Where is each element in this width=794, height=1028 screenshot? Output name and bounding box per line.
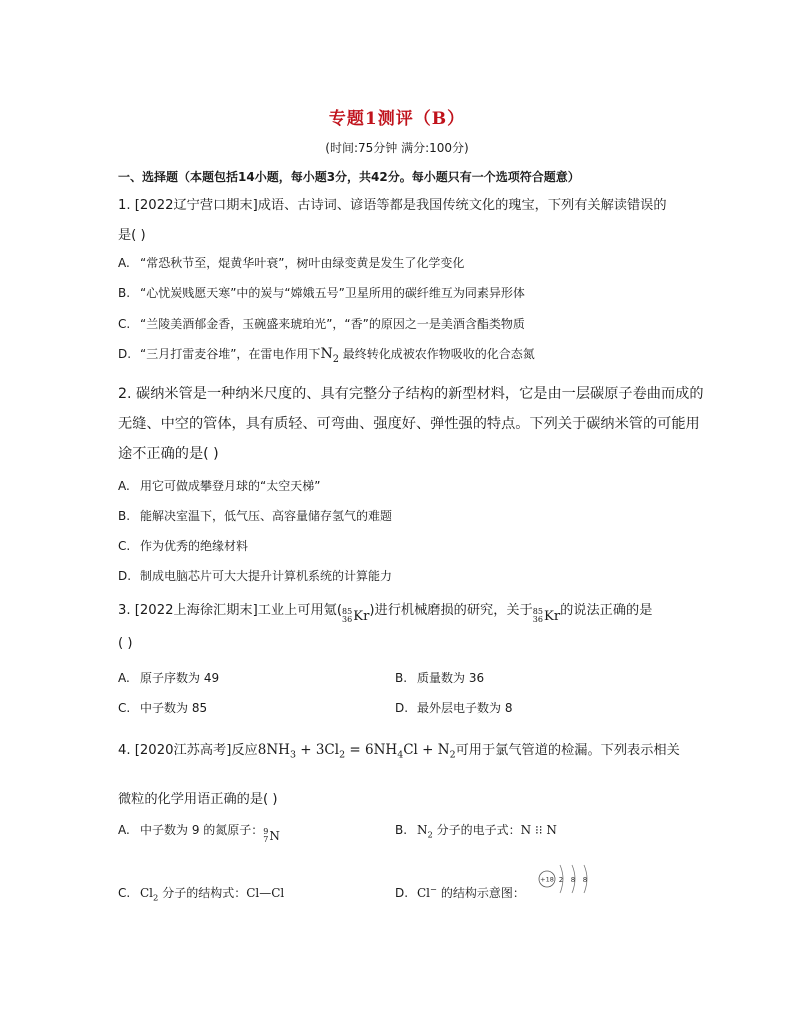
q3-option-b: B. 质量数为 36 — [395, 671, 485, 685]
q1-option-c: C. “兰陵美酒郁金香，玉碗盛来琥珀光”，“香”的原因之一是美酒含酯类物质 — [118, 317, 525, 331]
q2-stem-line1: 2. 碳纳米管是一种纳米尺度的、具有完整分子结构的新型材料，它是由一层碳原子卷曲而成的 — [118, 386, 704, 402]
q2-option-c: C. 作为优秀的绝缘材料 — [118, 539, 249, 553]
krypton-isotope-symbol-2: 85 36 Kr — [532, 607, 561, 624]
q3-stem-line2: ( ) — [118, 636, 133, 651]
krypton-isotope-symbol: 85 36 Kr — [342, 607, 370, 624]
exam-info: (时间:75分钟 满分:100分) — [325, 141, 469, 155]
q2-option-a: A. 用它可做成攀登月球的“太空天梯” — [118, 479, 321, 493]
page-title: 专题1测评（B） — [328, 109, 466, 129]
q4-stem-line2: 微粒的化学用语正确的是( ) — [118, 792, 278, 807]
q4-option-d: D. Cl− 的结构示意图： — [395, 884, 525, 900]
q2-option-d: D. 制成电脑芯片可大大提升计算机系统的计算能力 — [118, 569, 393, 583]
q3-option-d: D. 最外层电子数为 8 — [395, 701, 513, 715]
q4-stem-line1: 4. [2020江苏高考]反应$8NH_3 + 3Cl_2 = 6NH_4Cl + N_2$可用于氯气管道的检漏。下列表示相关 — [118, 742, 680, 761]
nucleus-charge: +18 — [540, 875, 554, 884]
q1-option-d: D. “三月打雷麦谷堆”，在雷电作用下$N_2$ 最终转化成被农作物吸收的化合态氮 — [118, 346, 535, 365]
shell-2-electrons: 8 — [570, 876, 576, 884]
shell-1-electrons: 2 — [558, 876, 564, 884]
q4-option-b: B. $N_2$ 分子的电子式：N ⁝⁝ N — [395, 823, 557, 840]
q3-option-c: C. 中子数为 85 — [118, 701, 208, 715]
q1-stem-line2: 是( ) — [118, 228, 146, 243]
q4-option-a: A. 中子数为 9 的氮原子： 9 7 N — [118, 823, 280, 844]
q1-option-b: B. “心忧炭贱愿天寒”中的炭与“嫦娥五号”卫星所用的碳纤维互为同素异形体 — [118, 286, 525, 300]
reaction-equation: $8NH_3 + 3Cl_2 = 6NH_4Cl + N_2$ — [257, 742, 456, 761]
q2-option-b: B. 能解决室温下，低气压、高容量储存氢气的难题 — [118, 509, 393, 523]
q3-option-a: A. 原子序数为 49 — [118, 671, 220, 685]
shell-3-electrons: 8 — [582, 876, 588, 884]
section-heading: 一、选择题（本题包括14小题，每小题3分，共42分。每小题只有一个选项符合题意） — [118, 170, 580, 184]
q1-stem-line1: 1. [2022辽宁营口期末]成语、古诗词、谚语等都是我国传统文化的瑰宝，下列有关解读错误的 — [118, 198, 667, 213]
q2-stem-line2: 无缝、中空的管体，具有质轻、可弯曲、强度好、弹性强的特点。下列关于碳纳米管的可能用 — [118, 416, 700, 432]
chloride-ion-structure-diagram — [536, 860, 600, 900]
q2-stem-line3: 途不正确的是( ) — [118, 446, 219, 462]
q3-stem-line1: 3. [2022上海徐汇期末]工业上可用氪( 85 36 Kr )进行机械磨损的研究，关于 85 36 Kr 的说法正确的是 — [118, 603, 653, 624]
q4-option-c: C. $Cl_2$ 分子的结构式：Cl—Cl — [118, 886, 285, 903]
q1-option-a: A. “常恐秋节至，焜黄华叶衰”，树叶由绿变黄是发生了化学变化 — [118, 256, 465, 270]
